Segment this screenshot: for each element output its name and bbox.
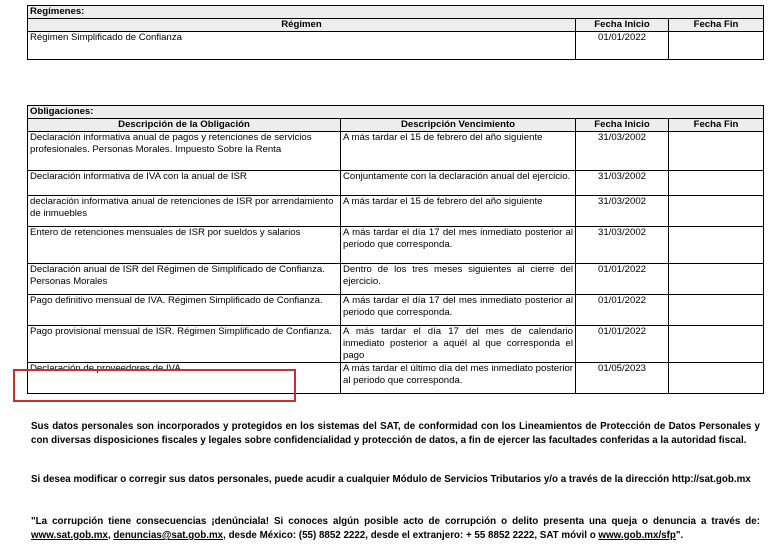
fecha-inicio-cell: 31/03/2002: [576, 132, 669, 171]
header-fecha-fin: Fecha Fin: [669, 19, 764, 32]
fecha-inicio-cell: 01/01/2022: [576, 326, 669, 363]
vencimiento-cell: A más tardar el último día del mes inmediato posterior al periodo que corresponda.: [341, 363, 576, 394]
anticorruption-text-a: "La corrupción tiene consecuencias ¡denúnciala! Si conoces algún posible acto de corrupción o delito presenta una queja o denuncia a través de:: [31, 516, 760, 527]
vencimiento-cell: Dentro de los tres meses siguientes al cierre del ejercicio.: [341, 264, 576, 295]
header-regimen: Régimen: [28, 19, 576, 32]
fecha-inicio-cell: 31/03/2002: [576, 196, 669, 227]
vencimiento-cell: Conjuntamente con la declaración anual del ejercicio.: [341, 171, 576, 196]
descripcion-cell: declaración informativa anual de retenciones de ISR por arrendamiento de inmuebles: [28, 196, 341, 227]
sat-website-link[interactable]: www.sat.gob.mx: [31, 530, 108, 541]
fecha-fin-cell: [669, 132, 764, 171]
table-row: [28, 227, 764, 264]
obligaciones-table: [27, 105, 764, 394]
fecha-fin-cell: [669, 295, 764, 326]
fecha-fin-cell: [669, 264, 764, 295]
fecha-fin-cell: [669, 32, 764, 60]
fecha-fin-cell: [669, 227, 764, 264]
header-fecha-inicio: Fecha Inicio: [576, 19, 669, 32]
vencimiento-cell: A más tardar el 15 de febrero del año siguiente: [341, 196, 576, 227]
regimenes-table: [27, 5, 764, 60]
table-row: [28, 264, 764, 295]
descripcion-cell: Pago provisional mensual de ISR. Régimen Simplificado de Confianza.: [28, 326, 341, 363]
fecha-inicio-cell: 01/01/2022: [576, 32, 669, 60]
fecha-inicio-cell: 31/03/2002: [576, 227, 669, 264]
modify-data-notice: Si desea modificar o corregir sus datos personales, puede acudir a cualquier Módulo de Servicios Tributarios y/o a través de la dirección http://sat.gob.mx: [31, 474, 751, 485]
descripcion-cell: Declaración informativa de IVA con la anual de ISR: [28, 171, 341, 196]
anticorruption-notice: [31, 515, 760, 543]
header-descripcion: Descripción de la Obligación: [28, 119, 341, 132]
fecha-fin-cell: [669, 326, 764, 363]
highlight-annotation: [13, 369, 296, 402]
regimenes-title: Regímenes:: [28, 6, 764, 19]
vencimiento-cell: A más tardar el día 17 del mes inmediato posterior al periodo que corresponda.: [341, 227, 576, 264]
fecha-fin-cell: [669, 171, 764, 196]
regimen-cell: Régimen Simplificado de Confianza: [28, 32, 576, 60]
vencimiento-cell: A más tardar el día 17 del mes inmediato posterior al periodo que corresponda.: [341, 295, 576, 326]
table-row: [28, 171, 764, 196]
table-row: [28, 132, 764, 171]
fecha-inicio-cell: 01/05/2023: [576, 363, 669, 394]
sfp-website-link[interactable]: www.gob.mx/sfp: [598, 530, 676, 541]
fecha-fin-cell: [669, 363, 764, 394]
fecha-fin-cell: [669, 196, 764, 227]
table-row: [28, 32, 764, 60]
descripcion-cell: Declaración de proveedores de IVA: [28, 363, 341, 394]
denuncias-email-link[interactable]: denuncias@sat.gob.mx: [113, 530, 224, 541]
descripcion-cell: Declaración informativa anual de pagos y retenciones de servicios profesionales. Personas Morales. Impuesto Sobre la Renta: [28, 132, 341, 171]
anticorruption-text-c: ".: [675, 530, 684, 541]
fecha-inicio-cell: 01/01/2022: [576, 295, 669, 326]
descripcion-cell: Entero de retenciones mensuales de ISR por sueldos y salarios: [28, 227, 341, 264]
header-vencimiento: Descripción Vencimiento: [341, 119, 576, 132]
privacy-notice: Sus datos personales son incorporados y protegidos en los sistemas del SAT, de conformidad con los Lineamientos de Protección de Datos Personales y con diversas disposiciones fiscales y legales sobre confidencialidad y protección de datos, a fin de ejercer las facultades conferidas a la autoridad fiscal.: [31, 421, 760, 446]
vencimiento-cell: A más tardar el 15 de febrero del año siguiente: [341, 132, 576, 171]
table-row: [28, 326, 764, 363]
table-row: [28, 196, 764, 227]
fecha-inicio-cell: 01/01/2022: [576, 264, 669, 295]
fecha-inicio-cell: 31/03/2002: [576, 171, 669, 196]
table-row: [28, 295, 764, 326]
descripcion-cell: Pago definitivo mensual de IVA. Régimen Simplificado de Confianza.: [28, 295, 341, 326]
anticorruption-text-b: , desde México: (55) 8852 2222, desde el extranjero: + 55 8852 2222, SAT móvil o: [223, 530, 599, 541]
obligaciones-title: Obligaciones:: [28, 106, 764, 119]
separator: ,: [107, 530, 114, 541]
descripcion-cell: Declaración anual de ISR del Régimen de Simplificado de Confianza. Personas Morales: [28, 264, 341, 295]
header-fecha-fin: Fecha Fin: [669, 119, 764, 132]
header-fecha-inicio: Fecha Inicio: [576, 119, 669, 132]
vencimiento-cell: A más tardar el día 17 del mes de calendario inmediato posterior a aquél al que corresponda el pago: [341, 326, 576, 363]
